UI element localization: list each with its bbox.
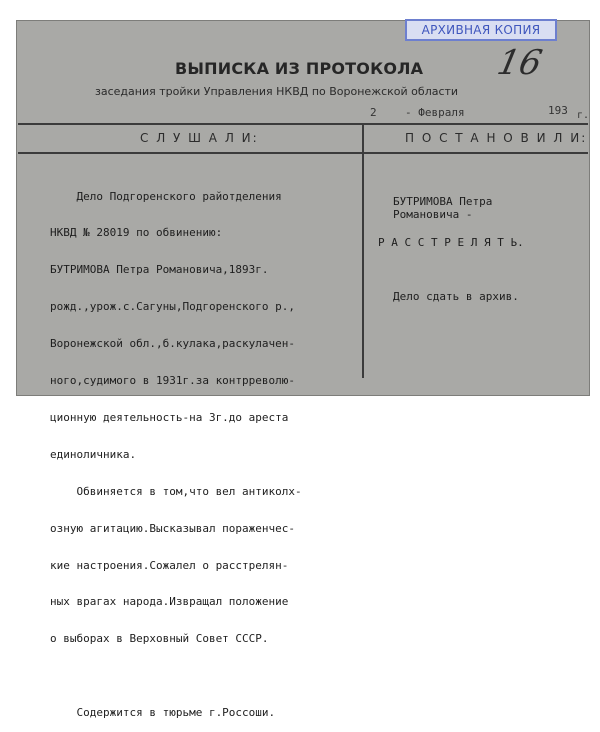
case-line: Дело Подгоренского райотделения bbox=[50, 189, 282, 203]
case-line: рожд.,урож.с.Сагуны,Подгоренского р., bbox=[50, 300, 296, 314]
case-line: ных врагах народа.Извращал положение bbox=[50, 595, 289, 609]
case-line: ного,судимого в 1931г.за контрреволю- bbox=[50, 374, 296, 388]
case-line: БУТРИМОВА Петра Романовича,1893г. bbox=[50, 263, 269, 277]
case-line: озную агитацию.Высказывал пораженчес- bbox=[50, 521, 296, 535]
date-day: 2 bbox=[370, 106, 377, 119]
case-line: о выборах в Верховный Совет СССР. bbox=[50, 632, 269, 646]
column-header-heard: С Л У Ш А Л И: bbox=[140, 131, 259, 145]
date-year-suffix: г. bbox=[577, 110, 590, 121]
case-line: единоличника. bbox=[50, 447, 137, 461]
case-line: Обвиняется в том,что вел антиколх- bbox=[50, 484, 302, 498]
document-subtitle: заседания тройки Управления НКВД по Воронежской области bbox=[95, 85, 459, 98]
decision-name-line1: БУТРИМОВА Петра bbox=[393, 195, 493, 208]
case-description bbox=[50, 166, 302, 732]
column-divider bbox=[362, 123, 364, 378]
header-bottom-rule bbox=[18, 152, 588, 154]
case-line: кие настроения.Сожалел о расстрелян- bbox=[50, 558, 289, 572]
date-month: - Февраля bbox=[405, 106, 465, 119]
decision-verdict: Р А С С Т Р Е Л Я Т Ь. bbox=[378, 236, 524, 249]
date-year: 193 bbox=[548, 104, 568, 117]
case-line: ционную деятельность-на 3г.до ареста bbox=[50, 410, 289, 424]
case-line bbox=[50, 670, 302, 682]
document-title: ВЫПИСКА ИЗ ПРОТОКОЛА bbox=[175, 59, 424, 78]
archive-copy-stamp: АРХИВНАЯ КОПИЯ bbox=[405, 19, 557, 41]
column-header-decided: П О С Т А Н О В И Л И: bbox=[405, 131, 588, 145]
handwritten-page-number: 16 bbox=[493, 43, 546, 83]
decision-archive-note: Дело сдать в архив. bbox=[393, 290, 519, 303]
case-line: Содержится в тюрьме г.Россоши. bbox=[50, 706, 276, 720]
case-line: НКВД № 28019 по обвинению: bbox=[50, 226, 223, 240]
header-top-rule bbox=[18, 123, 588, 125]
case-line: Воронежской обл.,б.кулака,раскулачен- bbox=[50, 337, 296, 351]
decision-name-line2: Романовича - bbox=[393, 208, 473, 221]
